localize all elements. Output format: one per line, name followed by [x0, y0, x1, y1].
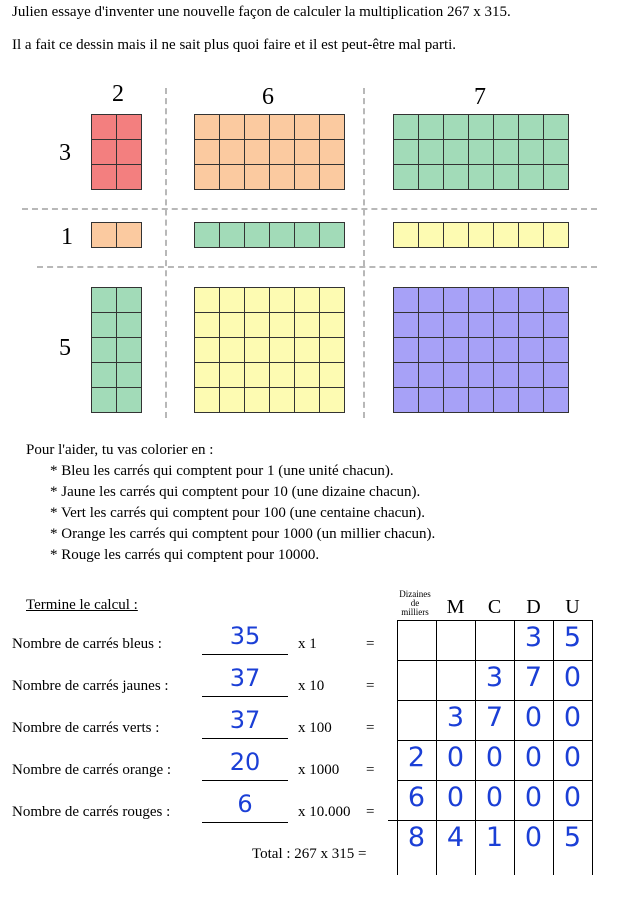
square-blue [394, 288, 419, 313]
square-yellow [220, 363, 245, 388]
orange-count-answer[interactable]: 20 [229, 748, 261, 776]
square-blue [519, 288, 544, 313]
square-red [117, 115, 142, 140]
square-yellow [295, 363, 320, 388]
square-orange [245, 115, 270, 140]
table-digit: 0 [524, 702, 543, 733]
grid-green-5x2 [91, 287, 142, 413]
table-digit: 2 [407, 742, 426, 773]
grid-orange-3x6 [194, 114, 345, 190]
row-digit-3: 3 [59, 140, 71, 166]
square-blue [494, 363, 519, 388]
square-blue [544, 313, 569, 338]
answer-underline [202, 738, 288, 739]
total-digit: 1 [485, 822, 504, 853]
square-green [544, 140, 569, 165]
square-blue [494, 288, 519, 313]
square-green [117, 288, 142, 313]
column-digit-7: 7 [474, 84, 486, 110]
total-column-line [592, 820, 593, 875]
grid-blue-5x7 [393, 287, 569, 413]
equals-sign: = [366, 636, 375, 652]
orange-multiplier: x 1000 [298, 762, 340, 778]
square-blue [519, 313, 544, 338]
square-yellow [544, 223, 569, 248]
square-orange [245, 165, 270, 190]
square-red [92, 140, 117, 165]
square-blue [444, 363, 469, 388]
square-yellow [245, 363, 270, 388]
instruction-item: * Vert les carrés qui comptent pour 100 (une centaine chacun). [50, 505, 425, 521]
square-yellow [270, 338, 295, 363]
orange-count-label: Nombre de carrés orange : [12, 762, 172, 778]
green-count-label: Nombre de carrés verts : [12, 720, 160, 736]
total-digit: 0 [524, 822, 543, 853]
square-yellow [220, 388, 245, 413]
table-cell[interactable] [397, 620, 437, 661]
instruction-item: * Bleu les carrés qui comptent pour 1 (une unité chacun). [50, 463, 394, 479]
table-digit: 5 [563, 622, 582, 653]
square-yellow [270, 313, 295, 338]
square-yellow [295, 388, 320, 413]
square-yellow [195, 338, 220, 363]
column-digit-6: 6 [262, 84, 274, 110]
table-cell[interactable] [436, 620, 476, 661]
square-blue [444, 313, 469, 338]
square-orange [245, 140, 270, 165]
square-blue [469, 338, 494, 363]
square-yellow [419, 223, 444, 248]
square-green [394, 140, 419, 165]
total-digit: 5 [563, 822, 582, 853]
square-green [494, 140, 519, 165]
square-blue [394, 338, 419, 363]
square-orange [270, 115, 295, 140]
green-multiplier: x 100 [298, 720, 332, 736]
square-green [419, 165, 444, 190]
grid-green-1x6 [194, 222, 345, 248]
separator-dashed-line [37, 266, 597, 268]
row-digit-5: 5 [59, 335, 71, 361]
square-blue [444, 288, 469, 313]
square-blue [544, 388, 569, 413]
equals-sign: = [366, 720, 375, 736]
table-digit: 0 [446, 782, 465, 813]
square-yellow [295, 313, 320, 338]
total-separator-line [388, 820, 592, 821]
square-blue [394, 363, 419, 388]
square-yellow [245, 288, 270, 313]
table-digit: 7 [524, 662, 543, 693]
table-digit: 3 [485, 662, 504, 693]
square-green [270, 223, 295, 248]
equals-sign: = [366, 678, 375, 694]
square-green [117, 388, 142, 413]
square-yellow [295, 288, 320, 313]
square-green [444, 165, 469, 190]
grid-red-3x2 [91, 114, 142, 190]
square-green [419, 115, 444, 140]
square-orange [92, 223, 117, 248]
header-unites: U [565, 596, 580, 618]
square-yellow [245, 313, 270, 338]
square-orange [295, 115, 320, 140]
square-blue [519, 388, 544, 413]
table-cell[interactable] [397, 700, 437, 741]
square-yellow [220, 338, 245, 363]
square-green [469, 165, 494, 190]
instruction-item: * Orange les carrés qui comptent pour 1000 (un millier chacun). [50, 526, 436, 542]
yellow-count-answer[interactable]: 37 [229, 664, 261, 692]
grid-yellow-5x6 [194, 287, 345, 413]
grid-yellow-1x7 [393, 222, 569, 248]
square-yellow [270, 288, 295, 313]
calc-title: Termine le calcul : [26, 597, 138, 613]
square-blue [419, 388, 444, 413]
yellow-multiplier: x 10 [298, 678, 325, 694]
intro-line-2: Il a fait ce dessin mais il ne sait plus quoi faire et il est peut-être mal parti. [12, 37, 457, 53]
header-centaines: C [487, 596, 502, 618]
square-orange [320, 165, 345, 190]
table-digit: 0 [563, 742, 582, 773]
separator-dashed-line [165, 88, 167, 418]
column-digit-2: 2 [112, 81, 124, 107]
square-yellow [270, 388, 295, 413]
header-dizaines-de-milliers: Dizaines de milliers [399, 589, 431, 617]
yellow-count-label: Nombre de carrés jaunes : [12, 678, 169, 694]
separator-dashed-line [22, 208, 597, 210]
table-digit: 0 [563, 702, 582, 733]
square-green [519, 165, 544, 190]
table-digit: 3 [524, 622, 543, 653]
square-yellow [494, 223, 519, 248]
square-green [519, 140, 544, 165]
red-count-answer[interactable]: 6 [237, 790, 253, 818]
separator-dashed-line [363, 88, 365, 418]
square-blue [494, 338, 519, 363]
square-green [92, 288, 117, 313]
table-digit: 0 [485, 782, 504, 813]
square-orange [195, 165, 220, 190]
square-green [494, 115, 519, 140]
intro-line-1: Julien essaye d'inventer une nouvelle façon de calculer la multiplication 267 x 315. [12, 4, 511, 20]
instruction-item: * Rouge les carrés qui comptent pour 10000. [50, 547, 320, 563]
square-orange [295, 165, 320, 190]
square-yellow [270, 363, 295, 388]
square-green [117, 363, 142, 388]
square-green [444, 140, 469, 165]
square-yellow [320, 288, 345, 313]
square-green [544, 115, 569, 140]
total-label: Total : 267 x 315 = [252, 846, 367, 862]
square-green [394, 115, 419, 140]
square-green [92, 313, 117, 338]
table-digit: 0 [524, 782, 543, 813]
square-red [117, 165, 142, 190]
square-orange [220, 140, 245, 165]
blue-count-answer[interactable]: 35 [229, 622, 261, 650]
square-green [195, 223, 220, 248]
square-yellow [320, 388, 345, 413]
row-digit-1: 1 [61, 224, 73, 250]
square-yellow [195, 313, 220, 338]
square-yellow [220, 288, 245, 313]
square-blue [444, 338, 469, 363]
square-blue [519, 363, 544, 388]
square-yellow [469, 223, 494, 248]
square-green [444, 115, 469, 140]
equals-sign: = [366, 804, 375, 820]
square-yellow [444, 223, 469, 248]
square-green [394, 165, 419, 190]
header-milliers: M [446, 596, 465, 618]
blue-multiplier: x 1 [298, 636, 317, 652]
square-green [220, 223, 245, 248]
square-yellow [245, 338, 270, 363]
table-digit: 3 [446, 702, 465, 733]
square-green [245, 223, 270, 248]
answer-underline [202, 780, 288, 781]
square-blue [544, 338, 569, 363]
table-digit: 0 [446, 742, 465, 773]
square-blue [544, 288, 569, 313]
square-green [419, 140, 444, 165]
square-blue [419, 313, 444, 338]
square-yellow [320, 338, 345, 363]
square-blue [469, 363, 494, 388]
answer-underline [202, 654, 288, 655]
square-blue [494, 388, 519, 413]
square-orange [117, 223, 142, 248]
square-blue [469, 288, 494, 313]
square-green [295, 223, 320, 248]
square-orange [220, 115, 245, 140]
square-yellow [245, 388, 270, 413]
table-digit: 0 [563, 782, 582, 813]
square-yellow [394, 223, 419, 248]
equals-sign: = [366, 762, 375, 778]
square-orange [295, 140, 320, 165]
square-yellow [320, 313, 345, 338]
square-yellow [195, 288, 220, 313]
square-red [117, 140, 142, 165]
square-blue [394, 388, 419, 413]
square-orange [195, 140, 220, 165]
table-digit: 7 [485, 702, 504, 733]
square-green [92, 363, 117, 388]
square-green [117, 313, 142, 338]
red-multiplier: x 10.000 [298, 804, 351, 820]
square-orange [270, 165, 295, 190]
answer-underline [202, 696, 288, 697]
total-digit: 4 [446, 822, 465, 853]
total-digit: 8 [407, 822, 426, 853]
square-green [92, 388, 117, 413]
table-digit: 6 [407, 782, 426, 813]
square-orange [195, 115, 220, 140]
square-green [320, 223, 345, 248]
table-digit: 0 [524, 742, 543, 773]
square-green [469, 140, 494, 165]
square-blue [469, 388, 494, 413]
grid-green-3x7 [393, 114, 569, 190]
square-blue [394, 313, 419, 338]
square-orange [270, 140, 295, 165]
square-orange [320, 140, 345, 165]
square-green [92, 338, 117, 363]
square-orange [220, 165, 245, 190]
square-orange [320, 115, 345, 140]
red-count-label: Nombre de carrés rouges : [12, 804, 171, 820]
square-blue [519, 338, 544, 363]
square-green [544, 165, 569, 190]
square-blue [494, 313, 519, 338]
square-green [117, 338, 142, 363]
instructions-title: Pour l'aider, tu vas colorier en : [26, 442, 214, 458]
table-cell[interactable] [436, 660, 476, 701]
instruction-item: * Jaune les carrés qui comptent pour 10 (une dizaine chacun). [50, 484, 421, 500]
square-blue [419, 363, 444, 388]
square-blue [419, 338, 444, 363]
square-red [92, 115, 117, 140]
square-green [519, 115, 544, 140]
square-blue [544, 363, 569, 388]
square-yellow [320, 363, 345, 388]
square-yellow [195, 388, 220, 413]
square-yellow [220, 313, 245, 338]
answer-underline [202, 822, 288, 823]
header-dizaines: D [526, 596, 541, 618]
square-yellow [519, 223, 544, 248]
table-digit: 0 [563, 662, 582, 693]
grid-orange-1x2 [91, 222, 142, 248]
square-red [92, 165, 117, 190]
square-blue [419, 288, 444, 313]
green-count-answer[interactable]: 37 [229, 706, 261, 734]
square-yellow [195, 363, 220, 388]
square-yellow [295, 338, 320, 363]
table-digit: 0 [485, 742, 504, 773]
square-blue [444, 388, 469, 413]
square-green [469, 115, 494, 140]
table-cell[interactable] [475, 620, 515, 661]
table-cell[interactable] [397, 660, 437, 701]
blue-count-label: Nombre de carrés bleus : [12, 636, 162, 652]
square-blue [469, 313, 494, 338]
square-green [494, 165, 519, 190]
